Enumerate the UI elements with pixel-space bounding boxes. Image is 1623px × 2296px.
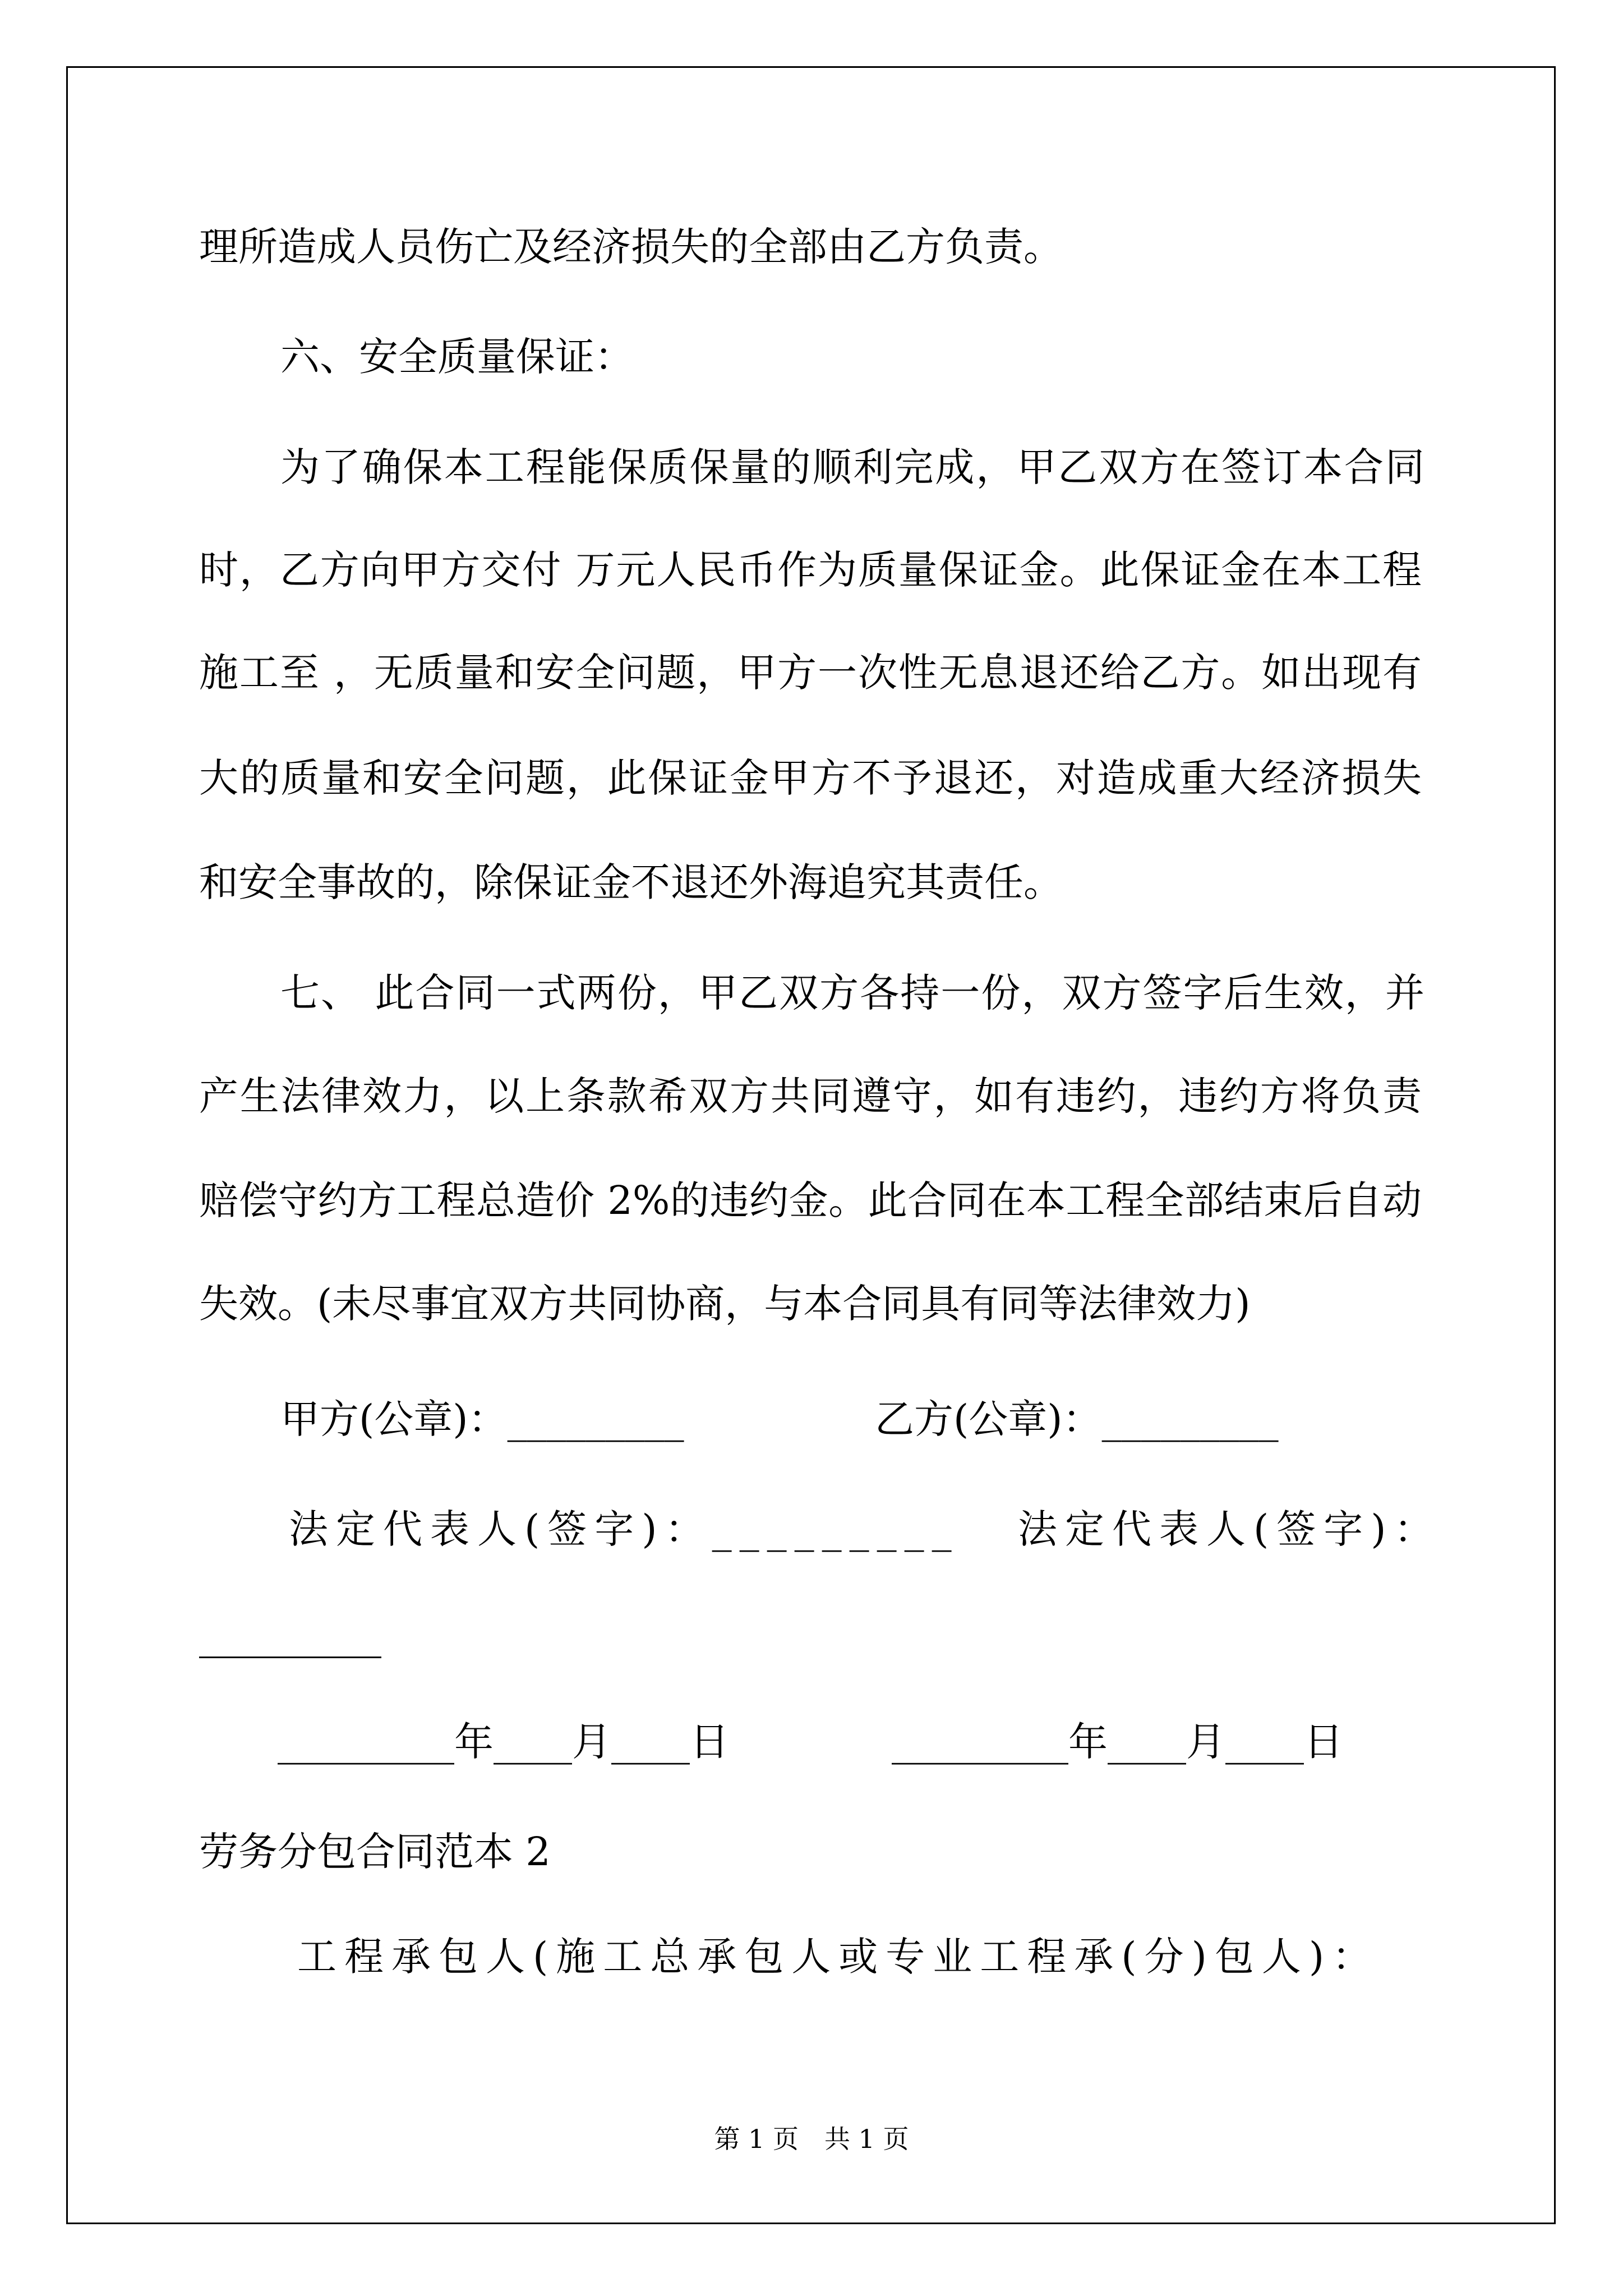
party-b-seal: 乙方(公章)：_________ bbox=[875, 1396, 1279, 1442]
paragraph-line: 产生法律效力，以上条款希双方共同遵守，如有违约，违约方将负责 bbox=[199, 1073, 1422, 1119]
party-a-representative: 法定代表人(签字)：_________ bbox=[289, 1506, 960, 1552]
contractor-line: 工程承包人(施工总承包人或专业工程承(分)包人)： bbox=[297, 1934, 1380, 1980]
paragraph-line: 赔偿守约方工程总造价 2%的违约金。此合同在本工程全部结束后自动 bbox=[199, 1177, 1422, 1223]
paragraph-line: 理所造成人员伤亡及经济损失的全部由乙方负责。 bbox=[199, 224, 1063, 270]
paragraph-line: 为了确保本工程能保质保量的顺利完成，甲乙双方在签订本合同 bbox=[280, 444, 1424, 490]
section-heading-seven: 七、 此合同一式两份，甲乙双方各持一份，双方签字后生效，并 bbox=[280, 970, 1424, 1016]
party-a-seal: 甲方(公章)：_________ bbox=[280, 1396, 684, 1442]
page-border bbox=[66, 66, 1556, 2224]
party-b-representative: 法定代表人(签字)： bbox=[1018, 1506, 1441, 1552]
paragraph-line: 施工至 ，无质量和安全问题，甲方一次性无息退还给乙方。如出现有 bbox=[199, 650, 1422, 696]
signature-blank bbox=[199, 1657, 381, 1658]
paragraph-line: 时，乙方向甲方交付 万元人民币作为质量保证金。此保证金在本工程 bbox=[199, 547, 1422, 593]
paragraph-line: 大的质量和安全问题，此保证金甲方不予退还，对造成重大经济损失 bbox=[199, 755, 1422, 801]
section-heading-six: 六、安全质量保证： bbox=[280, 334, 634, 380]
section-title: 劳务分包合同范本 2 bbox=[199, 1829, 551, 1875]
date-party-a: _________年____月____日 bbox=[278, 1719, 729, 1765]
paragraph-line: 和安全事故的，除保证金不退还外海追究其责任。 bbox=[199, 859, 1063, 905]
page-number: 第 1 页 共 1 页 bbox=[714, 2124, 909, 2154]
paragraph-line: 失效。(未尽事宜双方共同协商，与本合同具有同等法律效力) bbox=[199, 1281, 1251, 1327]
date-party-b: _________年____月____日 bbox=[892, 1719, 1343, 1765]
